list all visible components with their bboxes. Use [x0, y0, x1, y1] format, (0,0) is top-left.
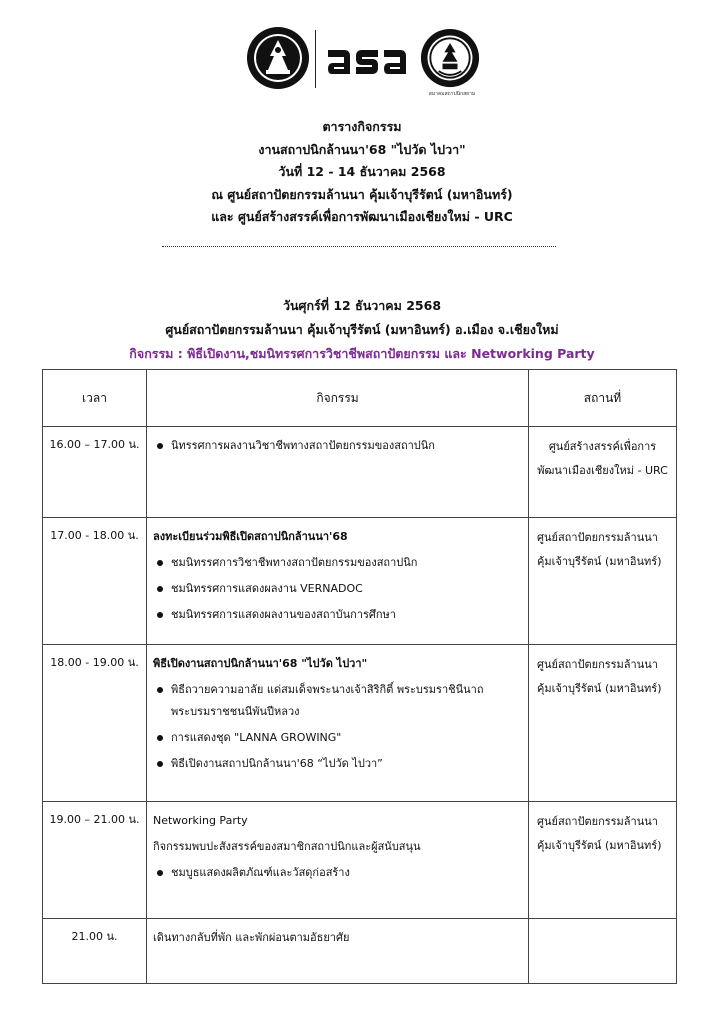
row-time: 16.00 – 17.00 น. — [43, 427, 147, 518]
row-activity — [147, 645, 529, 802]
list-item: นิทรรศการผลงานวิชาชีพทางสถาปัตยกรรมของสถาปนิก — [153, 435, 522, 457]
day-date: วันศุกร์ที่ 12 ธันวาคม 2568 — [282, 298, 442, 313]
event-venue: ณ ศูนย์สถาปัตยกรรมล้านนา คุ้มเจ้าบุรีรัตน์ (มหาอินทร์) — [211, 186, 513, 202]
row-activity — [147, 518, 529, 645]
place-line: พัฒนาเมืองเชียงใหม่ - URC — [537, 464, 668, 477]
place-line: ศูนย์สถาปัตยกรรมล้านนา — [537, 815, 658, 828]
event-venue-secondary: และ ศูนย์สร้างสรรค์เพื่อการพัฒนาเมืองเชียงใหม่ - URC — [211, 209, 513, 224]
table-row — [43, 427, 677, 518]
event-name: งานสถาปนิกล้านนา'68 "ไปวัด ไปวา" — [258, 141, 466, 157]
list-item: ชมบูธแสดงผลิตภัณฑ์และวัสดุก่อสร้าง — [153, 862, 522, 884]
place-line: ศูนย์สถาปัตยกรรมล้านนา — [537, 658, 658, 671]
activity-title: เดินทางกลับที่พัก และพักผ่อนตามอัธยาศัย — [153, 931, 350, 944]
list-item: ชมนิทรรศการวิชาชีพทางสถาปัตยกรรมของสถาปนิก — [153, 552, 522, 574]
dotted-divider — [162, 246, 556, 247]
list-item: พิธีถวายความอาลัย แด่สมเด็จพระนางเจ้าสิริกิติ์ พระบรมราชินีนาถ พระบรมราชชนนีพันปีหลวง — [153, 679, 522, 723]
row-time: 19.00 – 21.00 น. — [43, 802, 147, 919]
place-line: คุ้มเจ้าบุรีรัตน์ (มหาอินทร์) — [537, 682, 662, 695]
schedule-table — [42, 369, 677, 984]
table-row — [43, 518, 677, 645]
day-activity: กิจกรรม : พิธีเปิดงาน,ชมนิทรรศการวิชาชีพสถาปัตยกรรม และ Networking Party — [129, 346, 595, 361]
seal-caption: สมาคมสถาปนิกสยาม — [428, 91, 476, 97]
list-item: ชมนิทรรศการแสดงผลงานของสถาบันการศึกษา — [153, 604, 522, 626]
row-place — [529, 919, 677, 984]
row-place — [529, 427, 677, 518]
association-seal-logo — [420, 28, 480, 88]
bullet-list — [153, 862, 522, 884]
list-item: การแสดงชุด "LANNA GROWING" — [153, 727, 522, 749]
bullet-list — [153, 679, 522, 775]
logo-bar — [0, 26, 724, 97]
place-line: ศูนย์สร้างสรรค์เพื่อการ — [548, 440, 657, 453]
row-activity — [147, 919, 529, 984]
table-header-row — [43, 370, 677, 427]
day-header — [0, 294, 724, 366]
event-dates: วันที่ 12 - 14 ธันวาคม 2568 — [278, 164, 446, 179]
list-item: พิธีเปิดงานสถาปนิกล้านนา'68 “ไปวัด ไปวา” — [153, 753, 522, 775]
asa-logo — [326, 38, 408, 78]
header-activity: กิจกรรม — [147, 370, 529, 427]
header-place: สถานที่ — [529, 370, 677, 427]
activity-title: ลงทะเบียนร่วมพิธีเปิดสถาปนิกล้านนา'68 — [153, 530, 348, 543]
day-venue: ศูนย์สถาปัตยกรรมล้านนา คุ้มเจ้าบุรีรัตน์ (มหาอินทร์) อ.เมือง จ.เชียงใหม่ — [165, 322, 559, 337]
organization-seal-logo — [246, 26, 310, 90]
bullet-list — [153, 552, 522, 626]
activity-title: พิธีเปิดงานสถาปนิกล้านนา'68 "ไปวัด ไปวา" — [153, 657, 368, 670]
table-row — [43, 645, 677, 802]
row-place — [529, 645, 677, 802]
document-header — [0, 116, 724, 229]
place-line: คุ้มเจ้าบุรีรัตน์ (มหาอินทร์) — [537, 555, 662, 568]
bullet-list — [153, 435, 522, 457]
table-row — [43, 802, 677, 919]
header-time: เวลา — [43, 370, 147, 427]
row-time: 21.00 น. — [43, 919, 147, 984]
activity-title: Networking Party — [153, 814, 248, 827]
logo-divider — [315, 30, 316, 88]
row-place — [529, 518, 677, 645]
row-activity — [147, 802, 529, 919]
activity-description: กิจกรรมพบปะสังสรรค์ของสมาชิกสถาปนิกและผู้สนับสนุน — [153, 840, 421, 853]
place-line: คุ้มเจ้าบุรีรัตน์ (มหาอินทร์) — [537, 839, 662, 852]
row-time: 18.00 - 19.00 น. — [43, 645, 147, 802]
place-line: ศูนย์สถาปัตยกรรมล้านนา — [537, 531, 658, 544]
row-activity — [147, 427, 529, 518]
row-place — [529, 802, 677, 919]
row-time: 17.00 - 18.00 น. — [43, 518, 147, 645]
table-row — [43, 919, 677, 984]
list-item: ชมนิทรรศการแสดงผลงาน VERNADOC — [153, 578, 522, 600]
header-title: ตารางกิจกรรม — [322, 119, 402, 134]
